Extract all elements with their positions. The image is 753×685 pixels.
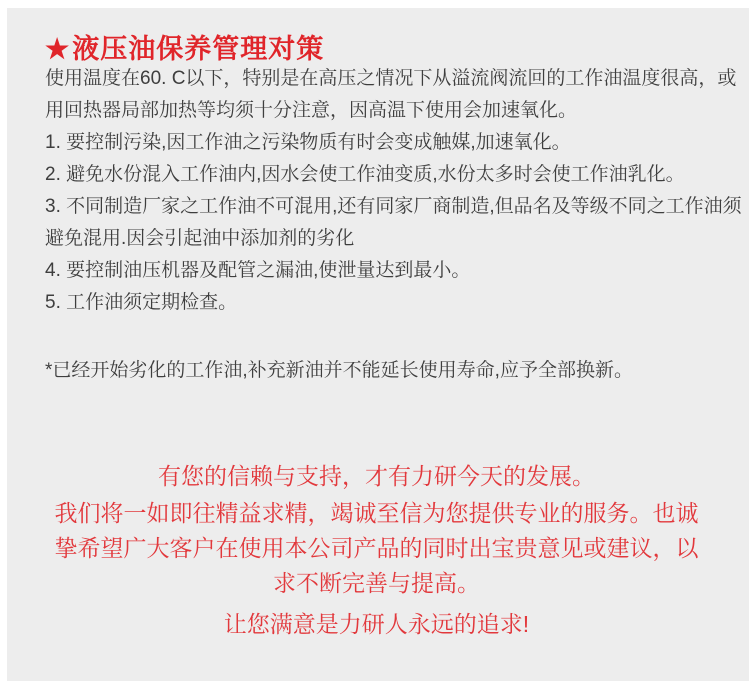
list-item-2: 2. 避免水份混入工作油内,因水会使工作油变质,水份太多时会使工作油乳化。 [45, 164, 685, 185]
maintenance-guidelines [45, 63, 742, 319]
section-title [45, 27, 324, 66]
footer-paragraph-line-1: 我们将一如即往精益求精，竭诚至信为您提供专业的服务。也诚 [54, 500, 699, 526]
list-item-4: 4. 要控制油压机器及配管之漏油,使泄量达到最小。 [45, 260, 471, 281]
list-item-3: 3. 不同制造厂家之工作油不可混用,还有同家厂商制造,但品名及等级不同之工作油须 [45, 196, 742, 217]
section-title-text: 液压油保养管理对策 [72, 34, 325, 64]
footer-slogan: 让您满意是力研人永远的追求! [223, 611, 530, 637]
list-item-5: 5. 工作油须定期检查。 [45, 292, 238, 313]
intro-line-1: 使用温度在60. C以下，特别是在高压之情况下从溢流阀流回的工作油温度很高，或 [45, 68, 737, 89]
star-icon: ★ [45, 34, 71, 64]
footer-paragraph-line-3: 求不断完善与提高。 [273, 570, 480, 596]
intro-line-2: 用回热器局部加热等均须十分注意，因高温下使用会加速氧化。 [45, 100, 578, 121]
footer-paragraph-line-2: 挚希望广大客户在使用本公司产品的同时出宝贵意见或建议，以 [54, 535, 699, 561]
list-item-3-continued: 避免混用.因会引起油中添加剂的劣化 [45, 228, 355, 249]
footer-commitment-paragraph [0, 496, 753, 601]
list-item-1: 1. 要控制污染,因工作油之污染物质有时会变成触媒,加速氧化。 [45, 132, 571, 153]
footnote: *已经开始劣化的工作油,补充新油并不能延长使用寿命,应予全部换新。 [45, 360, 633, 381]
footer-trust-line: 有您的信赖与支持，才有力研今天的发展。 [158, 463, 595, 489]
